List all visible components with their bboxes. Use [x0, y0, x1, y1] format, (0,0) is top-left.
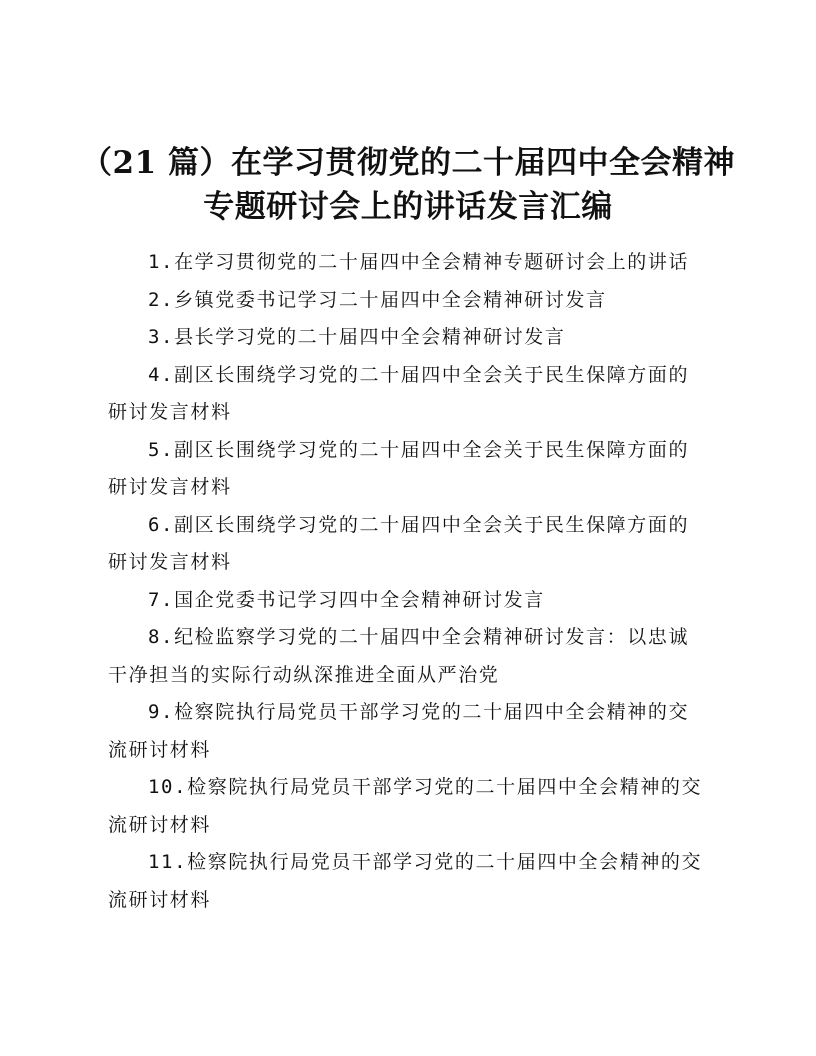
title-line-1: （21 篇）在学习贯彻党的二十届四中全会精神	[81, 145, 735, 181]
title-line-2: 专题研讨会上的讲话发言汇编	[203, 189, 613, 225]
list-item: 4.副区长围绕学习党的二十届四中全会关于民生保障方面的研讨发言材料	[108, 363, 690, 423]
list-item: 9.检察院执行局党员干部学习党的二十届四中全会精神的交流研讨材料	[108, 701, 690, 761]
list-item: 11.检察院执行局党员干部学习党的二十届四中全会精神的交流研讨材料	[108, 851, 703, 911]
list-item: 8.纪检监察学习党的二十届四中全会精神研讨发言：以忠诚干净担当的实际行动纵深推进全面从严治党	[108, 626, 690, 686]
list-item: 3.县长学习党的二十届四中全会精神研讨发言	[148, 326, 566, 348]
list-item: 7.国企党委书记学习四中全会精神研讨发言	[148, 588, 545, 611]
list-item: 10.检察院执行局党员干部学习党的二十届四中全会精神的交流研讨材料	[108, 776, 703, 836]
list-item: 2.乡镇党委书记学习二十届四中全会精神研讨发言	[148, 288, 607, 311]
document-title	[0, 141, 816, 229]
list-item: 6.副区长围绕学习党的二十届四中全会关于民生保障方面的研讨发言材料	[108, 513, 690, 573]
contents-list	[108, 244, 708, 919]
list-item: 1.在学习贯彻党的二十届四中全会精神专题研讨会上的讲话	[148, 251, 690, 273]
list-item: 5.副区长围绕学习党的二十届四中全会关于民生保障方面的研讨发言材料	[108, 438, 690, 498]
